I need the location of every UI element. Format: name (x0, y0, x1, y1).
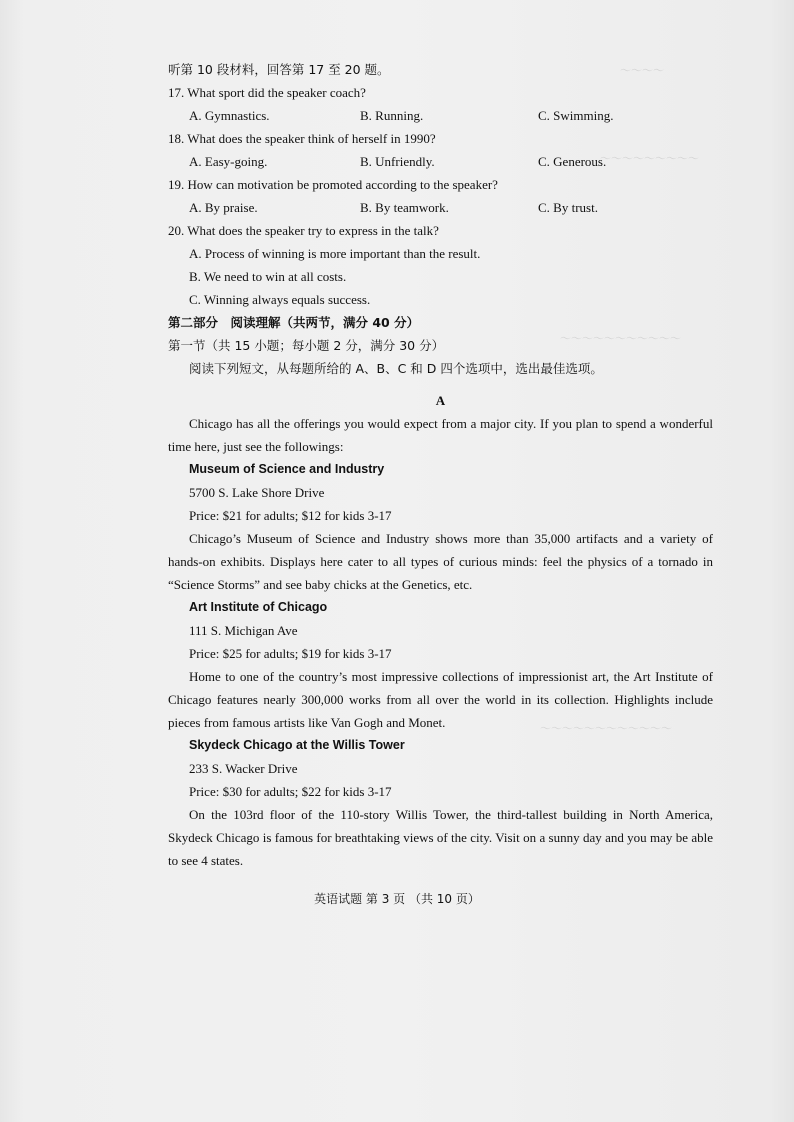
bleed-through-texture: ～～～～～～～～～～～～ (540, 723, 672, 735)
venue-description: On the 103rd floor of the 110-story Willis Tower, the third-tallest building in North America, Skydeck Chicago is famous for breathtaking views of the city. Visit on a sunny day and you may be able to see 4 states. (168, 807, 713, 868)
question-stem: 19. How can motivation be promoted according to the speaker? (168, 177, 498, 192)
reading-instructions: 阅读下列短文，从每题所给的 A、B、C 和 D 四个选项中，选出最佳选项。 (189, 361, 603, 376)
venue-skydeck (168, 734, 713, 872)
venue-description: Home to one of the country’s most impressive collections of impressionist art, the Art Institute of Chicago features nearly 300,000 works from all over the world in its collection. Highlights include pieces from famous artists like Van Gogh and Monet. (168, 669, 713, 730)
page-footer: 英语试题 第 3 页 （共 10 页） (314, 892, 480, 906)
venue-price: Price: $21 for adults; $12 for kids 3-17 (189, 508, 392, 523)
venue-address: 233 S. Wacker Drive (189, 761, 298, 776)
question-18 (168, 127, 713, 173)
venue-address: 5700 S. Lake Shore Drive (189, 485, 325, 500)
option-b[interactable]: B. Running. (360, 108, 424, 123)
bleed-through-texture: ～～～～～～～～～ (600, 153, 699, 165)
question-stem: 18. What does the speaker think of herself in 1990? (168, 131, 436, 146)
option-a[interactable]: A. Process of winning is more important than the result. (189, 246, 481, 261)
venue-name: Museum of Science and Industry (189, 462, 385, 476)
option-row (168, 196, 713, 219)
question-stem: 17. What sport did the speaker coach? (168, 85, 366, 100)
option-b[interactable]: B. We need to win at all costs. (189, 269, 347, 284)
option-b[interactable]: B. Unfriendly. (360, 154, 435, 169)
option-row (168, 150, 713, 173)
question-19 (168, 173, 713, 219)
listening-section-intro: 听第 10 段材料，回答第 17 至 20 题。 (168, 62, 390, 77)
option-c[interactable]: C. Generous. (538, 154, 607, 169)
venue-museum-science-industry (168, 458, 713, 596)
venue-price: Price: $30 for adults; $22 for kids 3-17 (189, 784, 392, 799)
bleed-through-texture: ～～～～～～～～～～～ (560, 333, 681, 345)
option-c[interactable]: C. By trust. (538, 200, 598, 215)
venue-name: Skydeck Chicago at the Willis Tower (189, 738, 405, 752)
bleed-through-texture: ～～～～ (620, 65, 664, 77)
section1-title: 第一节（共 15 小题；每小题 2 分，满分 30 分） (168, 338, 445, 353)
option-c[interactable]: C. Winning always equals success. (189, 292, 371, 307)
passage-intro: Chicago has all the offerings you would expect from a major city. If you plan to spend a wonderful time here, just see the followings: (168, 416, 713, 454)
venue-art-institute (168, 596, 713, 734)
option-a[interactable]: A. Gymnastics. (189, 108, 270, 123)
venue-price: Price: $25 for adults; $19 for kids 3-17 (189, 646, 392, 661)
part2-title: 第二部分 阅读理解（共两节，满分 40 分） (168, 315, 420, 330)
option-row (168, 104, 713, 127)
option-b[interactable]: B. By teamwork. (360, 200, 449, 215)
option-a[interactable]: A. By praise. (189, 200, 258, 215)
venue-description: Chicago’s Museum of Science and Industry shows more than 35,000 artifacts and a variety of hands-on exhibits. Displays here cater to all types of curious minds: feel the physics of a tornado in “Science Storms” and see baby chicks at the Genetics, etc. (168, 531, 713, 592)
question-stem: 20. What does the speaker try to express in the talk? (168, 223, 439, 238)
question-17 (168, 81, 713, 127)
option-a[interactable]: A. Easy-going. (189, 154, 268, 169)
page-content (168, 58, 713, 872)
venue-address: 111 S. Michigan Ave (189, 623, 298, 638)
question-20 (168, 219, 713, 311)
passage-letter: A (435, 393, 446, 408)
venue-name: Art Institute of Chicago (189, 600, 328, 614)
option-c[interactable]: C. Swimming. (538, 108, 614, 123)
